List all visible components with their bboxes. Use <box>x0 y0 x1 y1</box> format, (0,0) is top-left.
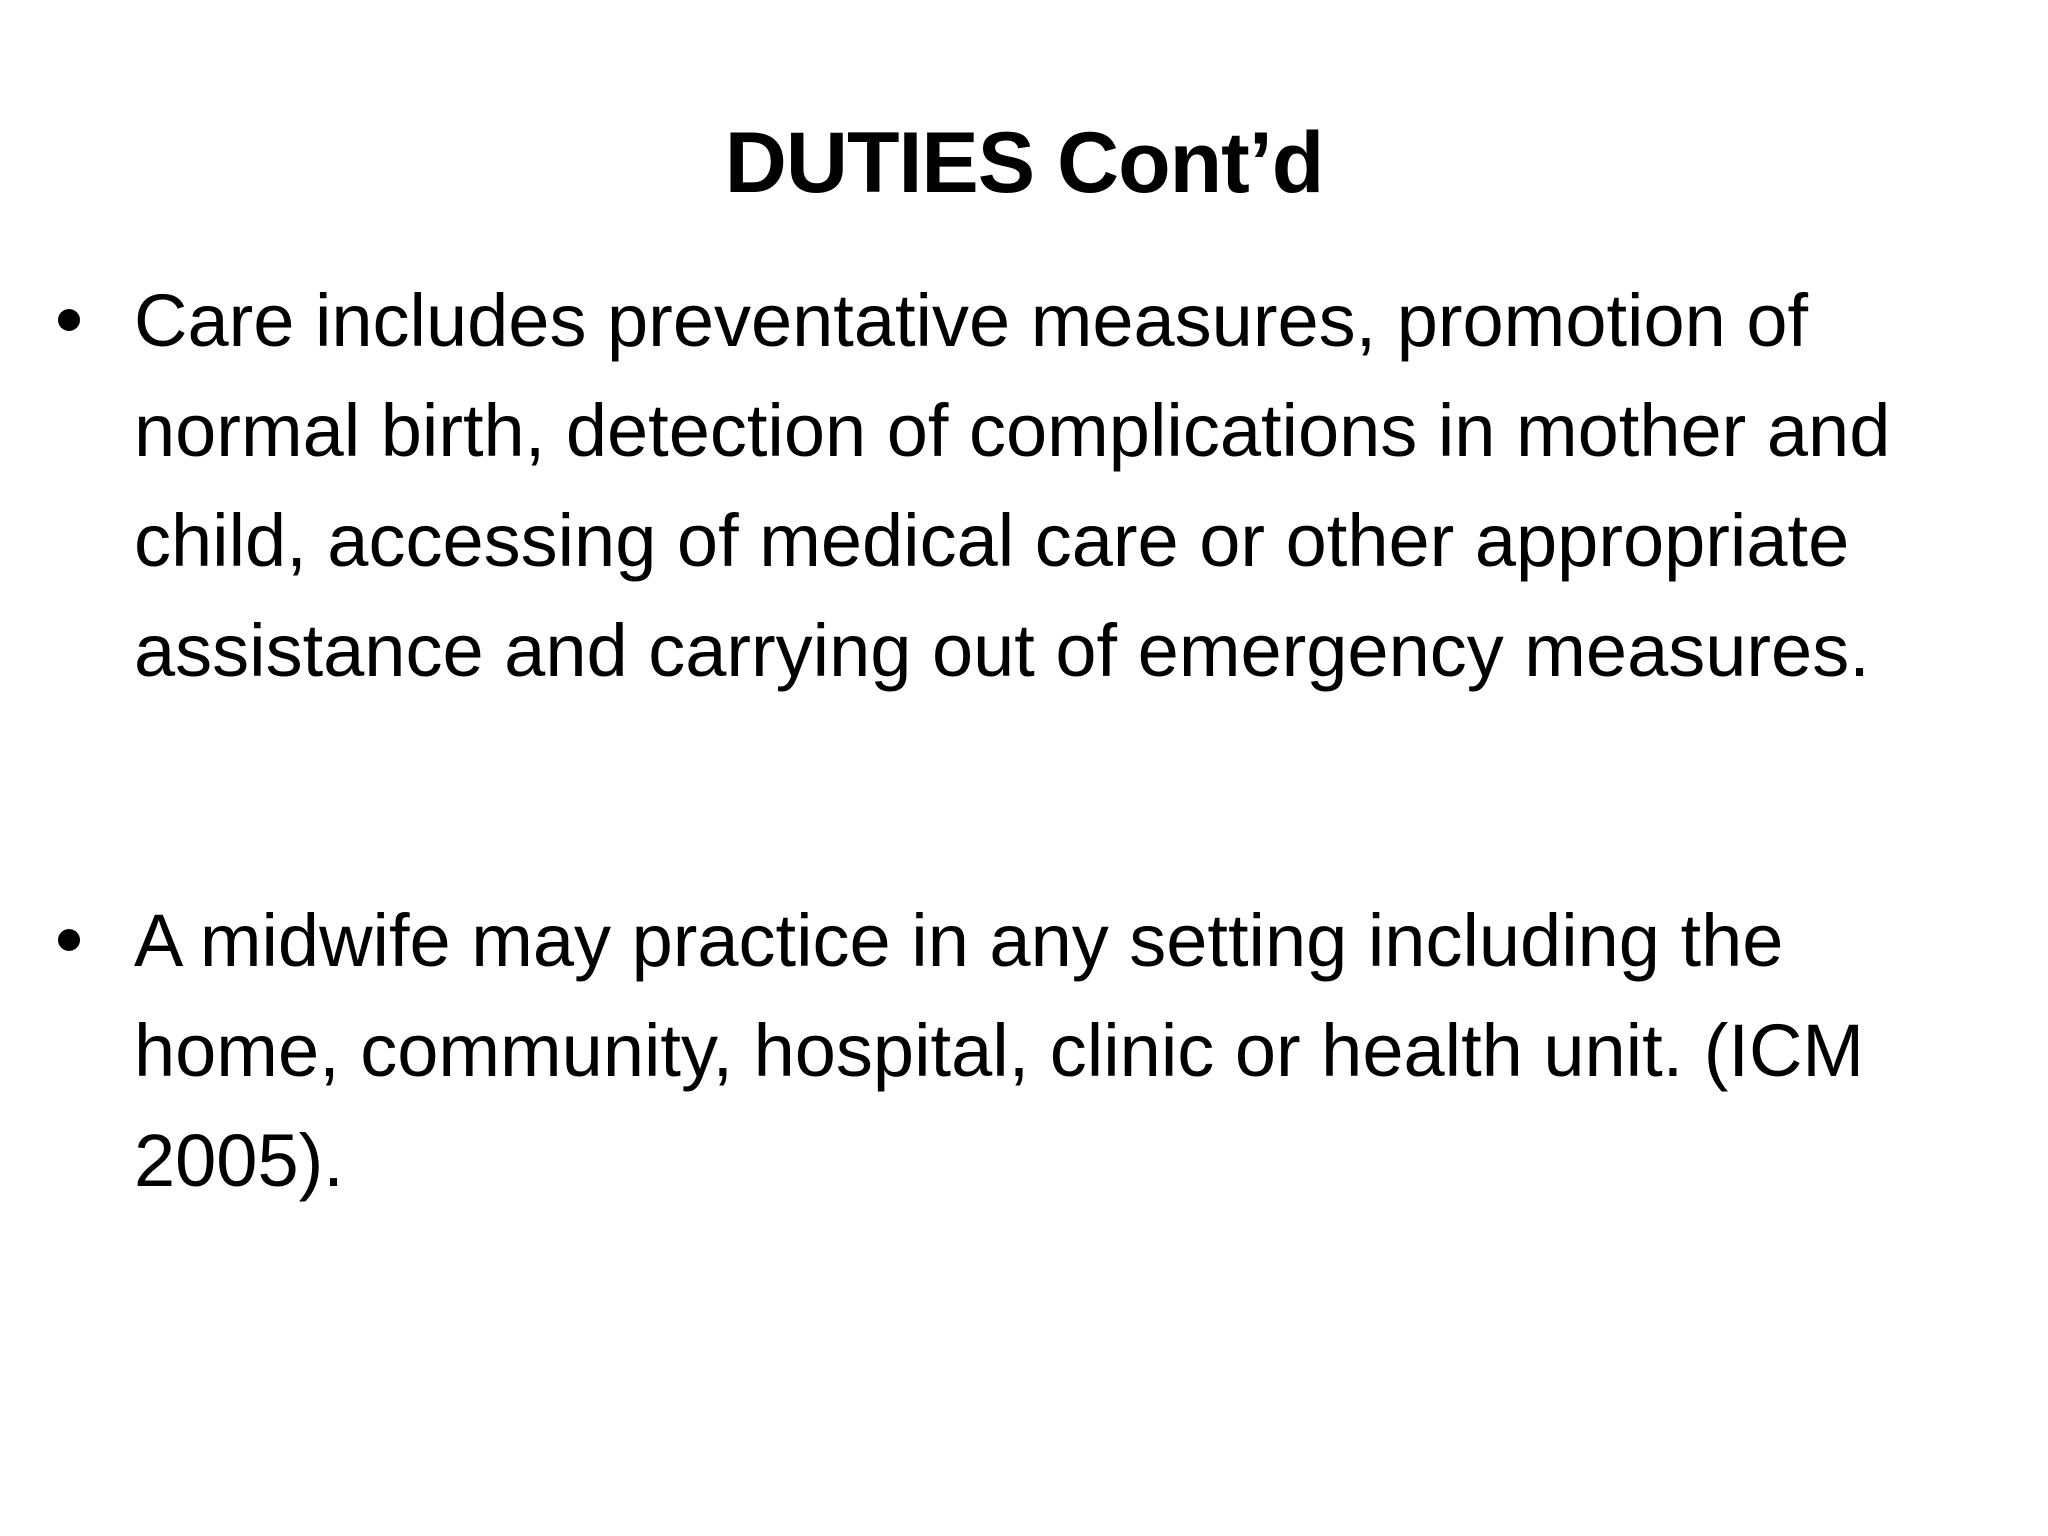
bullet-text: Care includes preventative measures, promotion of normal birth, detection of complications in mother and child, accessing of medical care or other appropriate assistance and carrying out of emergency measures. <box>134 279 1891 692</box>
bullet-icon <box>58 309 80 331</box>
bullet-item-setting <box>52 886 1982 1216</box>
bullet-icon <box>58 929 80 951</box>
slide-title: DUTIES Cont’d <box>724 115 1324 211</box>
bullet-text: A midwife may practice in any setting including the home, community, hospital, clinic or health unit. (ICM 2005). <box>134 899 1865 1202</box>
bullet-list <box>52 266 1982 1216</box>
bullet-item-care <box>52 266 1982 706</box>
